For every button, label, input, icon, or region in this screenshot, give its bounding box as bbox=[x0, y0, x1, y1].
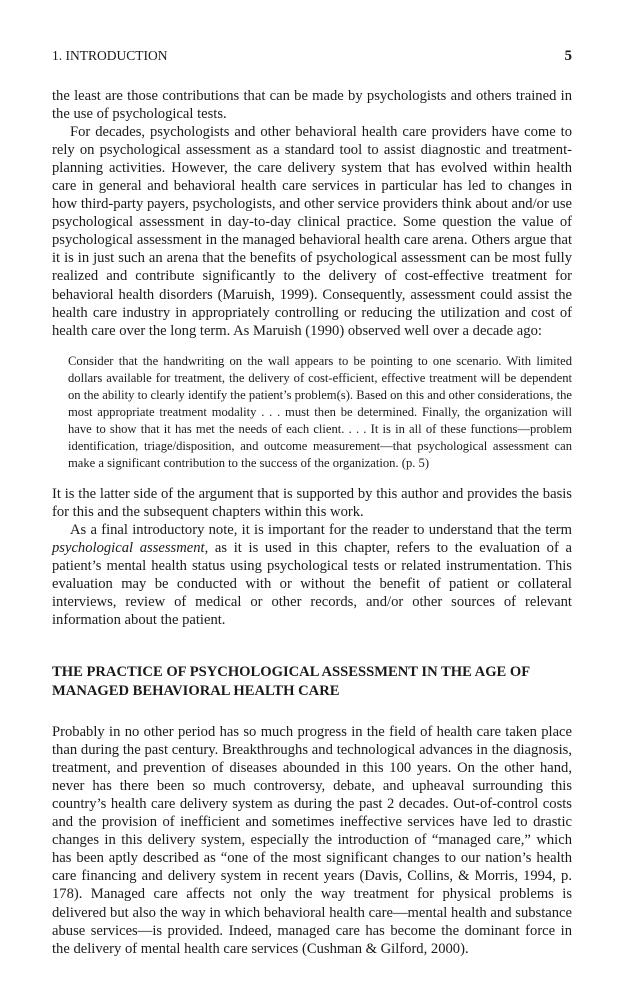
block-quote: Consider that the handwriting on the wall appears to be pointing to one scenario. With limited dollars available for treatment, the delivery of cost-efficient, effective treatment will be dependent on the ability to clearly identify the patient’s problem(s). Based on this and other considerations, the most appropriate treatment modality . . . must then be determined. Finally, the organization will have to show that it has met the needs of each client. . . . It is in all of these functions—problem identification, triage/disposition, and outcome measurement—that psychological assessment can make a significant contribution to the success of the organization. (p. 5) bbox=[68, 353, 572, 470]
page-number: 5 bbox=[564, 48, 572, 64]
italic-term: psychological assessment bbox=[52, 539, 205, 556]
book-page bbox=[52, 48, 572, 958]
paragraph-5: Probably in no other period has so much progress in the field of health care taken place than during the past century. Breakthroughs and technological advances in the diagnosis, treatment, and prevention of diseases abounded in this 100 years. On the other hand, never has there been so much controversy, debate, and upheaval surrounding this country’s health care delivery system as during the past 2 decades. Out-of-control costs and the provision of inefficient and sometimes ineffective services have led to drastic changes in this delivery system, especially the introduction of “managed care,” which has been aptly described as “one of the most significant changes to our nation’s health care financing and delivery system in recent years (Davis, Collins, & Morris, 1994, p. 178). Managed care affects not only the way treatment for physical problems is delivered but also the way in which behavioral health care—mental health and substance abuse services—is provided. Indeed, managed care has become the dominant force in the delivery of mental health care services (Cushman & Gilford, 2000). bbox=[52, 724, 572, 957]
running-header bbox=[52, 48, 572, 65]
paragraph-3: It is the latter side of the argument that is supported by this author and provides the basis for this and the subsequent chapters within this work. bbox=[52, 485, 572, 520]
paragraph-2: For decades, psychologists and other behavioral health care providers have come to rely on psychological assessment as a standard tool to assist diagnostic and treatment-planning activities. However, the care delivery system that has evolved within health care in general and behavioral health care services in particular has led to changes in how third-party payers, psychologists, and other service providers think about and/or use psychological assessment in day-to-day clinical practice. Some question the value of psychological assessment in the managed behavioral health care arena. Others argue that it is in just such an arena that the benefits of psychological assessment can be most fully realized and contribute significantly to the delivery of cost-effective treatment for behavioral health disorders (Maruish, 1999). Consequently, assessment could assist the health care industry in appropriately controlling or reducing the utilization and cost of health care over the long term. As Maruish (1990) observed well over a decade ago: bbox=[52, 124, 572, 339]
paragraph-1: the least are those contributions that can be made by psychologists and others trained in the use of psychological tests. bbox=[52, 88, 572, 123]
paragraph-4-after: , as it is used in this chapter, refers to the evaluation of a patient’s mental health status using psychological tests or related instrumentation. This evaluation may be conducted with or without the benefit of patient or collateral interviews, review of medical or other records, and/or other sources of relevant information about the patient. bbox=[52, 539, 572, 628]
paragraph-4 bbox=[52, 521, 572, 629]
paragraph-4-before: As a final introductory note, it is important for the reader to understand that the term bbox=[70, 521, 572, 538]
section-heading: THE PRACTICE OF PSYCHOLOGICAL ASSESSMENT IN THE AGE OF MANAGED BEHAVIORAL HEALTH CARE bbox=[52, 664, 530, 700]
chapter-title: 1. INTRODUCTION bbox=[52, 48, 168, 63]
